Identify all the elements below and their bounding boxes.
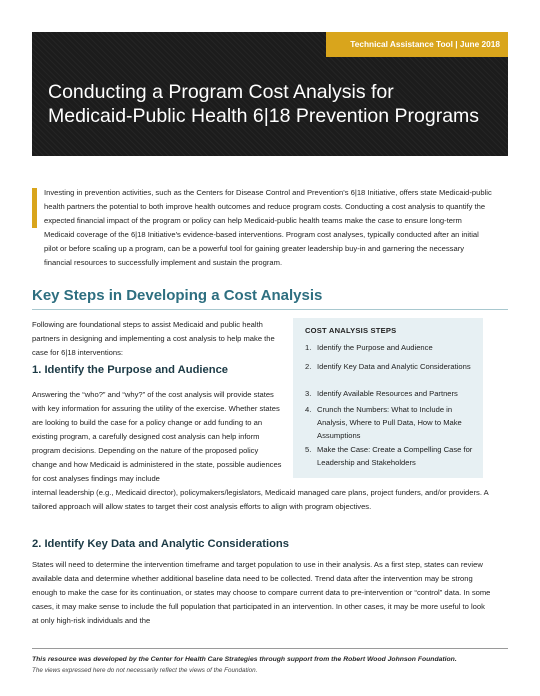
box-step-text: Identify Key Data and Analytic Considerations bbox=[317, 362, 471, 371]
box-step-number: 2. bbox=[305, 362, 312, 371]
intro-paragraph: Investing in prevention activities, such as the Centers for Disease Control and Prevention's 6|18 Initiative, offers state Medicaid-public health partners the potential to both improve health outcomes and reduce program costs. Conducting a cost analysis to quantify the expected financial impact of the program or policy can help Medicaid-public health teams make the case to ensure long-term Medicaid coverage of the 6|18 Initiative's evidence-based interventions. Program cost analyses, typically conducted after an initial pilot or before scaling up a program, can be a powerful tool for gaining greater leadership buy-in and garnering the necessary financial resources to successfully implement and sustain the program. bbox=[44, 188, 492, 267]
footer-credit: This resource was developed by the Center for Health Care Strategies through support from the Robert Wood Johnson Foundation. bbox=[32, 656, 457, 663]
box-step-text: Identify Available Resources and Partners bbox=[317, 389, 458, 398]
box-step-item bbox=[305, 341, 480, 354]
intro-accent-bar bbox=[32, 188, 37, 228]
step1-heading: 1. Identify the Purpose and Audience bbox=[32, 364, 229, 376]
box-step-number: 3. bbox=[305, 389, 312, 398]
box-step-text: Identify the Purpose and Audience bbox=[317, 343, 433, 352]
box-step-text: Crunch the Numbers: What to Include in Analysis, Where to Pull Data, How to Make Assumptions bbox=[317, 405, 462, 440]
page-title-line-2: Medicaid-Public Health 6|18 Prevention Programs bbox=[48, 105, 480, 127]
box-step-number: 5. bbox=[305, 445, 312, 454]
step2-paragraph: States will need to determine the intervention timeframe and target population to use in their analysis. As a first step, states can review available data and determine whether additional baseline data need to be collected. Trend data after the intervention may be strong enough to make the case for its continuation, or states may choose to compare current data to pre-intervention or “control” data. In some cases, it may make sense to include the full population that participated in an intervention. In other cases, it may be more useful to look at only high-risk individuals and the bbox=[32, 560, 491, 625]
document-tag: Technical Assistance Tool | June 2018 bbox=[326, 32, 508, 57]
box-step-text: Make the Case: Create a Compelling Case for Leadership and Stakeholders bbox=[317, 445, 473, 467]
section-divider bbox=[32, 309, 508, 310]
step1-paragraph-a: Answering the “who?” and “why?” of the cost analysis will provide states with key information for assuring the utility of the exercise. Whether states are looking to build the case for a policy change or add funding to an existing program, a carefully designed cost analysis can help inform program decisions. Depending on the nature of the proposed policy change and how Medicaid is administered in the state, possible audiences for cost analyses findings may include bbox=[32, 390, 282, 483]
footer-divider bbox=[32, 648, 508, 649]
section-lead-paragraph: Following are foundational steps to assist Medicaid and public health partners in designing and implementing a cost analysis to help make the case for 6|18 interventions: bbox=[32, 320, 275, 357]
section-title: Key Steps in Developing a Cost Analysis bbox=[32, 287, 323, 304]
box-step-number: 4. bbox=[305, 405, 312, 414]
header-banner bbox=[32, 32, 508, 156]
box-step-item bbox=[305, 387, 480, 400]
box-step-item bbox=[305, 360, 480, 373]
box-step-item bbox=[305, 403, 480, 442]
step1-paragraph-b: internal leadership (e.g., Medicaid director), policymakers/legislators, Medicaid managed care plans, project funders, and/or providers. A tailored approach will allow states to target their cost analysis efforts to align with program objectives. bbox=[32, 488, 489, 511]
box-step-item bbox=[305, 443, 480, 469]
page-title bbox=[48, 80, 498, 128]
page-title-line-1: Conducting a Program Cost Analysis for bbox=[48, 81, 394, 103]
box-step-number: 1. bbox=[305, 343, 312, 352]
box-title: COST ANALYSIS STEPS bbox=[305, 326, 397, 335]
step2-heading: 2. Identify Key Data and Analytic Considerations bbox=[32, 538, 289, 550]
cost-analysis-steps-box bbox=[293, 318, 483, 478]
intro-section bbox=[32, 186, 492, 270]
footer-disclaimer: The views expressed here do not necessarily reflect the views of the Foundation. bbox=[32, 667, 258, 674]
